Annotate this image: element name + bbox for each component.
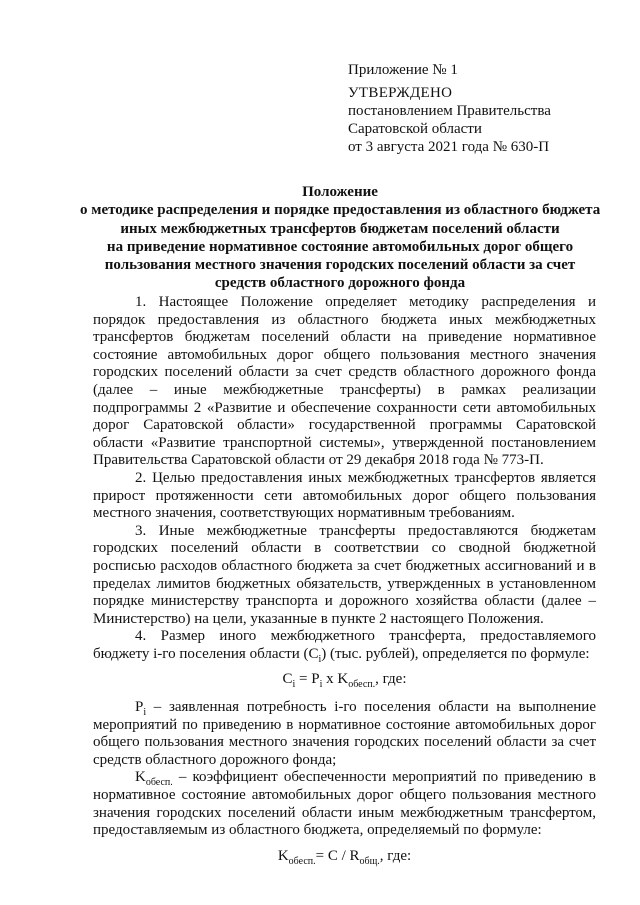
paragraph-6: $K_{обесп.}$ – коэффициент обеспеченности мероприятий по приведению в нормативное состояние автомобильных дорог общего пользования местного значения городских поселений области иным межбюджетным трансфертом, предоставляемым из областного бюджета, определяемый по формуле: <box>93 769 596 839</box>
formula-1: $C_i = P_i$ x $K_{обесп.}$, где: <box>282 671 407 691</box>
approval-line: постановлением Правительства <box>348 103 551 119</box>
document-title <box>80 183 600 293</box>
document-body <box>93 294 596 875</box>
title-line: на приведение нормативное состояние автомобильных дорог общего <box>106 238 574 255</box>
title-line: пользования местного значения городских поселений области за счет <box>104 257 576 274</box>
title-line: Положение <box>302 184 378 200</box>
formula-2: $K_{обесп.}= C / R_{общ.}$, где: <box>277 847 412 867</box>
appendix-label: Приложение № 1 <box>348 62 458 78</box>
approval-date: от 3 августа 2021 года № 630-П <box>348 139 550 155</box>
approval-line: Саратовской области <box>348 121 482 137</box>
paragraph-1: 1. Настоящее Положение определяет методику распределения и порядок предоставления из областного бюджета иных межбюджетных трансфертов бюджетам поселений области на приведение нормативное состояние автомобильных дорог общего пользования местного значения городских поселений области за счет средств областного дорожного фонда (далее – иные межбюджетные трансферты) в рамках реализации подпрограммы 2 «Развитие и обеспечение сохранности сети автомобильных дорог Саратовской области» государственной программы Саратовской области «Развитие транспортной системы», утвержденной постановлением Правительства Саратовской области от 29 декабря 2018 года № 773-П. <box>93 294 596 469</box>
approved-label: УТВЕРЖДЕНО <box>348 85 453 101</box>
paragraph-3: 3. Иные межбюджетные трансферты предоставляются бюджетам городских поселений области в соответствии со сводной бюджетной росписью расходов областного бюджета за счет бюджетных ассигнований и в пределах лимитов бюджетных обязательств, утвержденных в установленном порядке министерству транспорта и дорожного хозяйства области (далее – Министерство) на цели, указанные в пункте 2 настоящего Положения. <box>93 522 596 627</box>
paragraph-4: 4. Размер иного межбюджетного трансферта, предоставляемого бюджету i-го поселения области $(C_i)$ (тыс. рублей), определяется по формуле: <box>93 628 596 665</box>
title-line: иных межбюджетных трансфертов бюджетам поселений области <box>120 220 560 237</box>
title-line: о методике распределения и порядке предоставления из областного бюджета <box>80 202 601 219</box>
approval-block <box>348 61 618 156</box>
paragraph-5: $P_i$ – заявленная потребность i-го поселения области на выполнение мероприятий по приведению в нормативное состояние автомобильных дорог общего пользования местного значения городских поселений области за счет средств областного дорожного фонда; <box>93 699 596 768</box>
title-line: средств областного дорожного фонда <box>214 275 466 292</box>
paragraph-2: 2. Целью предоставления иных межбюджетных трансфертов является прирост протяженности сети автомобильных дорог общего пользования местного значения, соответствующих нормативным требованиям. <box>93 469 596 522</box>
